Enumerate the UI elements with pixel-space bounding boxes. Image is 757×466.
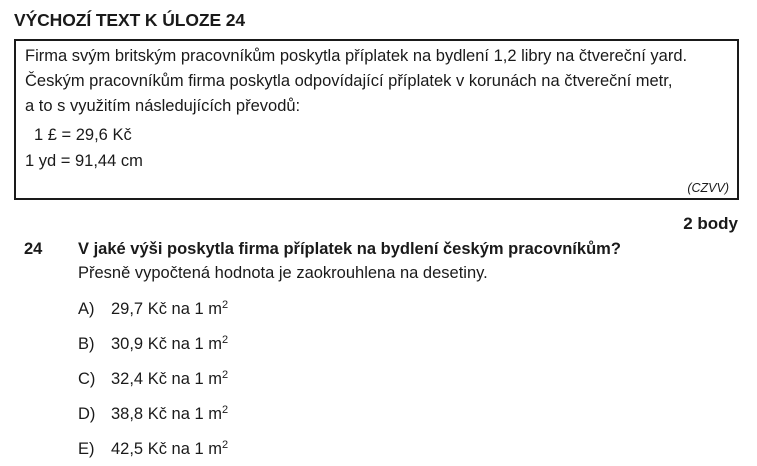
source-line-1: Firma svým britským pracovníkům poskytla příplatek na bydlení 1,2 libry na čtvereční yard. xyxy=(25,47,688,65)
option-letter: E) xyxy=(78,440,95,458)
option-c[interactable] xyxy=(78,370,228,389)
option-a[interactable] xyxy=(78,300,228,319)
source-line-3: a to s využitím následujících převodů: xyxy=(25,97,301,115)
points-label: 2 body xyxy=(683,214,738,233)
conversion-yard: 1 yd = 91,44 cm xyxy=(25,152,143,170)
option-value: 42,5 Kč na 1 $m^2$ xyxy=(111,439,229,458)
section-heading: VÝCHOZÍ TEXT K ÚLOZE 24 xyxy=(14,10,246,30)
question-text: V jaké výši poskytla firma příplatek na bydlení českým pracovníkům? xyxy=(78,240,621,258)
source-tag: (CZVV) xyxy=(687,181,729,195)
option-d[interactable] xyxy=(78,405,228,424)
option-value: 30,9 Kč na 1 $m^2$ xyxy=(111,334,229,353)
option-e[interactable] xyxy=(78,440,228,459)
option-letter: D) xyxy=(78,405,96,423)
option-letter: C) xyxy=(78,370,96,388)
conversion-pound: 1 £ = 29,6 Kč xyxy=(34,126,132,144)
option-value: 29,7 Kč na 1 $m^2$ xyxy=(111,299,229,318)
option-value: 38,8 Kč na 1 $m^2$ xyxy=(111,404,229,423)
question-number: 24 xyxy=(24,240,43,258)
option-b[interactable] xyxy=(78,335,228,354)
option-value: 32,4 Kč na 1 $m^2$ xyxy=(111,369,229,388)
option-letter: A) xyxy=(78,300,95,318)
source-line-2: Českým pracovníkům firma poskytla odpovídající příplatek v korunách na čtvereční metr, xyxy=(25,72,673,90)
question-note: Přesně vypočtená hodnota je zaokrouhlena na desetiny. xyxy=(78,264,488,282)
option-letter: B) xyxy=(78,335,95,353)
source-text-box xyxy=(14,39,739,200)
